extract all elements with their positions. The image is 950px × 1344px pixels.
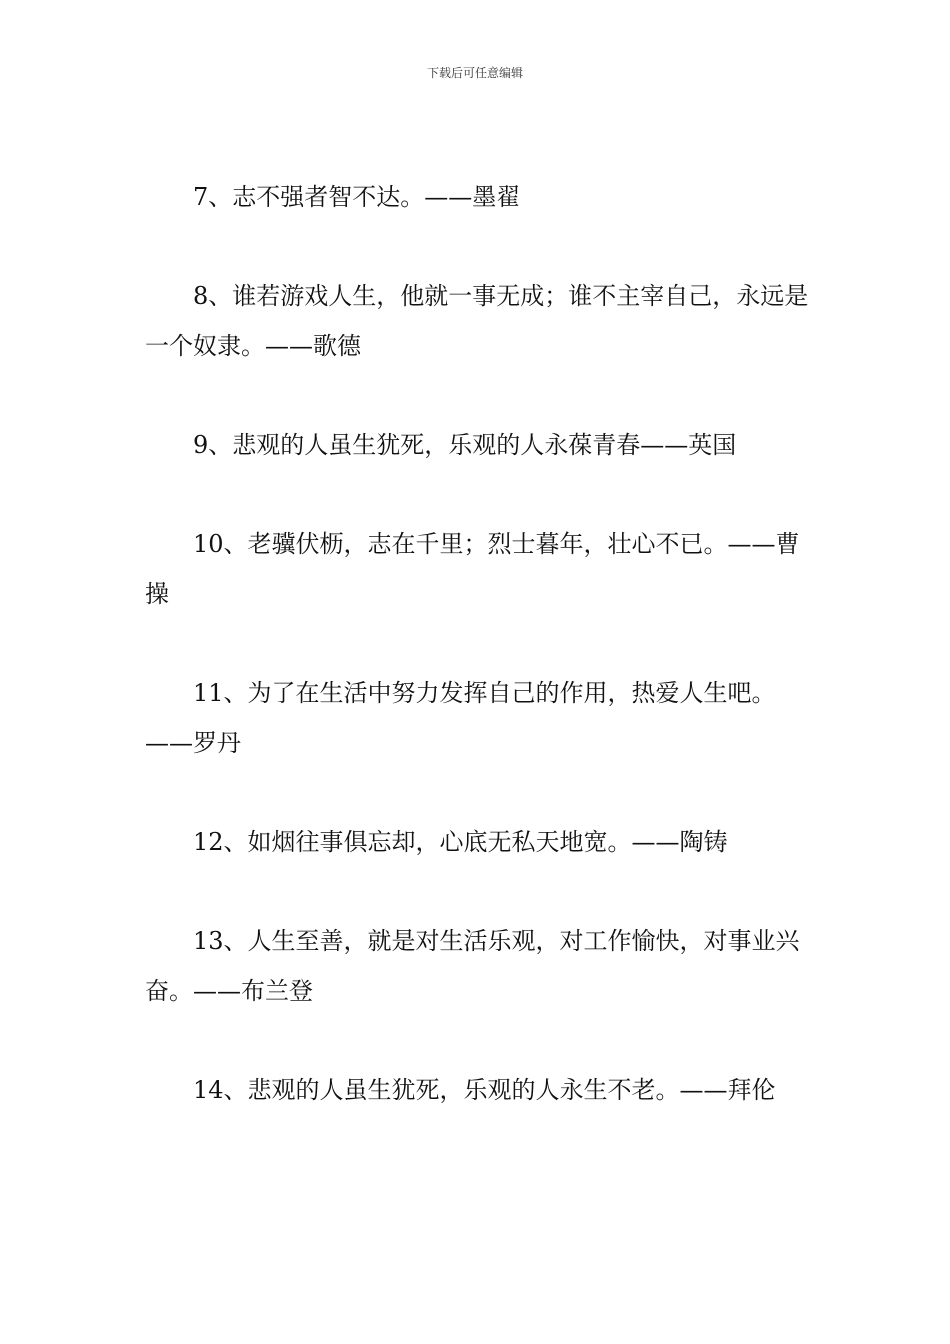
quote-paragraph: 9、悲观的人虽生犹死，乐观的人永葆青春——英国 <box>193 431 737 459</box>
quote-paragraph: 10、老骥伏枥，志在千里；烈士暮年，壮心不已。——曹操 <box>145 530 800 608</box>
quote-paragraph: 13、人生至善，就是对生活乐观，对工作愉快，对事业兴奋。——布兰登 <box>145 927 800 1005</box>
quote-paragraph: 8、谁若游戏人生，他就一事无成；谁不主宰自己，永远是一个奴隶。——歌德 <box>145 282 809 360</box>
quote-paragraph: 12、如烟往事俱忘却，心底无私天地宽。——陶铸 <box>193 828 728 856</box>
quote-paragraph: 7、志不强者智不达。——墨翟 <box>193 183 521 211</box>
page-header: 下载后可任意编辑 <box>426 66 523 80</box>
quote-paragraph: 14、悲观的人虽生犹死，乐观的人永生不老。——拜伦 <box>193 1076 776 1104</box>
quote-paragraph: 11、为了在生活中努力发挥自己的作用，热爱人生吧。——罗丹 <box>145 679 776 757</box>
document-body <box>145 172 815 1164</box>
